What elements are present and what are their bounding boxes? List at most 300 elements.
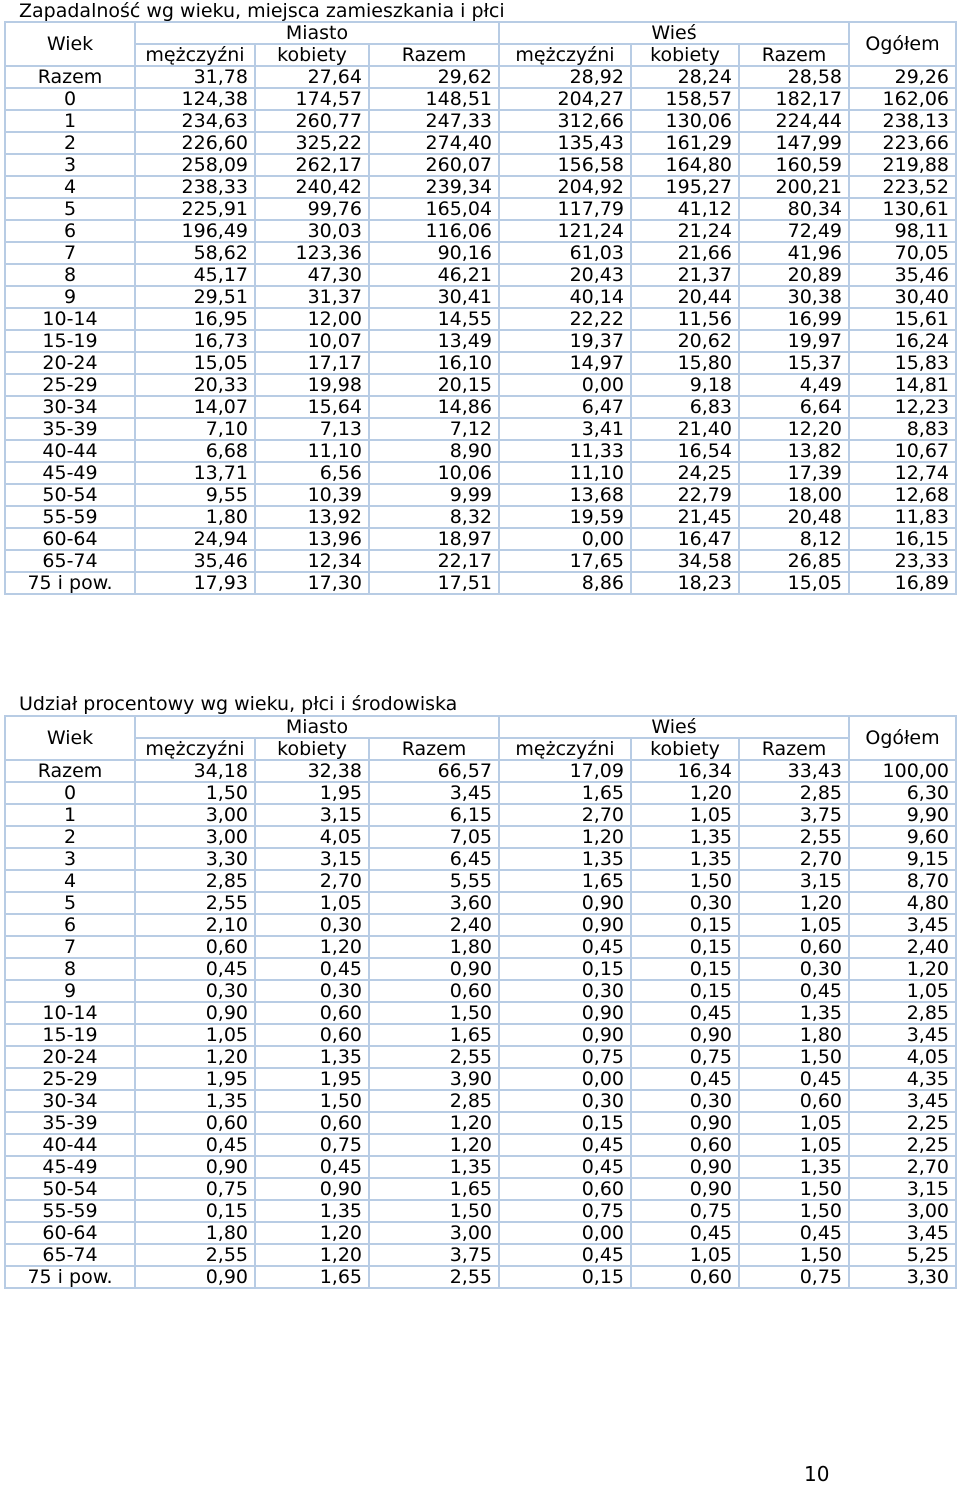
- table-cell: 30,38: [739, 286, 849, 308]
- table-cell: 28,24: [631, 66, 739, 88]
- table-cell: 17,65: [499, 550, 631, 572]
- table-cell: 11,83: [849, 506, 956, 528]
- table-cell: 2,40: [369, 914, 499, 936]
- table-cell: 3,00: [369, 1222, 499, 1244]
- table-cell: 7,05: [369, 826, 499, 848]
- table-cell: 2,55: [739, 826, 849, 848]
- table-cell: 15,64: [255, 396, 369, 418]
- table-cell: 32,38: [255, 760, 369, 782]
- table-cell: 0,45: [135, 1134, 255, 1156]
- row-label: 8: [5, 264, 135, 286]
- table-cell: 162,06: [849, 88, 956, 110]
- header-wies-mezczyzni: mężczyźni: [499, 44, 631, 66]
- row-label: 20-24: [5, 1046, 135, 1068]
- table-row: [5, 1112, 956, 1134]
- table-cell: 204,92: [499, 176, 631, 198]
- table-cell: 0,60: [631, 1134, 739, 1156]
- row-label: 6: [5, 220, 135, 242]
- table-cell: 29,51: [135, 286, 255, 308]
- table-cell: 99,76: [255, 198, 369, 220]
- table-row: [5, 1244, 956, 1266]
- table-cell: 66,57: [369, 760, 499, 782]
- table-cell: 12,34: [255, 550, 369, 572]
- table-cell: 0,30: [255, 980, 369, 1002]
- table-row: [5, 264, 956, 286]
- row-label: 75 i pow.: [5, 1266, 135, 1288]
- table-cell: 2,70: [849, 1156, 956, 1178]
- table-cell: 2,55: [369, 1046, 499, 1068]
- row-label: 35-39: [5, 1112, 135, 1134]
- table-cell: 1,20: [499, 826, 631, 848]
- header-miasto: Miasto: [135, 716, 499, 738]
- table-cell: 0,90: [255, 1178, 369, 1200]
- table-cell: 30,40: [849, 286, 956, 308]
- table-row: [5, 88, 956, 110]
- table-cell: 0,45: [499, 1156, 631, 1178]
- table-cell: 0,45: [135, 958, 255, 980]
- row-label: 50-54: [5, 484, 135, 506]
- table-cell: 21,45: [631, 506, 739, 528]
- table-row: [5, 958, 956, 980]
- table-cell: 16,47: [631, 528, 739, 550]
- header-ogolem: Ogółem: [849, 716, 956, 760]
- header-wies-kobiety: kobiety: [631, 738, 739, 760]
- header-wies: Wieś: [499, 716, 849, 738]
- table-cell: 70,05: [849, 242, 956, 264]
- table-cell: 8,70: [849, 870, 956, 892]
- row-label: 45-49: [5, 462, 135, 484]
- table-row: [5, 936, 956, 958]
- table2-title: Udział procentowy wg wieku, płci i środowiska: [19, 693, 458, 715]
- table-cell: 5,55: [369, 870, 499, 892]
- table-cell: 41,96: [739, 242, 849, 264]
- table-cell: 9,99: [369, 484, 499, 506]
- table-cell: 3,15: [255, 804, 369, 826]
- table-row: [5, 484, 956, 506]
- row-label: 40-44: [5, 440, 135, 462]
- table-cell: 1,65: [255, 1266, 369, 1288]
- table-cell: 8,83: [849, 418, 956, 440]
- table-cell: 0,60: [255, 1112, 369, 1134]
- table-cell: 14,97: [499, 352, 631, 374]
- header-miasto-mezczyzni: mężczyźni: [135, 44, 255, 66]
- row-label: 35-39: [5, 418, 135, 440]
- header-ogolem: Ogółem: [849, 22, 956, 66]
- row-label: 4: [5, 870, 135, 892]
- table-cell: 46,21: [369, 264, 499, 286]
- table-cell: 14,55: [369, 308, 499, 330]
- table-cell: 1,50: [369, 1002, 499, 1024]
- table-cell: 10,39: [255, 484, 369, 506]
- table-cell: 0,90: [499, 914, 631, 936]
- table-cell: 3,15: [849, 1178, 956, 1200]
- table-cell: 123,36: [255, 242, 369, 264]
- table-row: [5, 1222, 956, 1244]
- table-cell: 1,05: [739, 1134, 849, 1156]
- table-cell: 13,96: [255, 528, 369, 550]
- table-row: [5, 826, 956, 848]
- table-row: [5, 572, 956, 594]
- table-cell: 225,91: [135, 198, 255, 220]
- table-cell: 1,20: [631, 782, 739, 804]
- header-row-columns: [5, 44, 956, 66]
- row-label: 5: [5, 892, 135, 914]
- table-row: [5, 418, 956, 440]
- table-cell: 17,39: [739, 462, 849, 484]
- table-cell: 4,49: [739, 374, 849, 396]
- table-cell: 20,48: [739, 506, 849, 528]
- table-cell: 45,17: [135, 264, 255, 286]
- table-cell: 0,90: [499, 1002, 631, 1024]
- table-cell: 58,62: [135, 242, 255, 264]
- table-cell: 0,30: [255, 914, 369, 936]
- table-row: [5, 914, 956, 936]
- table-cell: 2,85: [369, 1090, 499, 1112]
- table-cell: 41,12: [631, 198, 739, 220]
- table-cell: 35,46: [849, 264, 956, 286]
- table-cell: 0,00: [499, 374, 631, 396]
- table-cell: 1,65: [369, 1178, 499, 1200]
- table-cell: 22,17: [369, 550, 499, 572]
- table-cell: 21,37: [631, 264, 739, 286]
- table-cell: 0,60: [631, 1266, 739, 1288]
- table-cell: 1,50: [369, 1200, 499, 1222]
- table-cell: 10,67: [849, 440, 956, 462]
- table-cell: 223,66: [849, 132, 956, 154]
- table-cell: 34,18: [135, 760, 255, 782]
- table-cell: 16,54: [631, 440, 739, 462]
- row-label: 9: [5, 980, 135, 1002]
- row-label: 30-34: [5, 1090, 135, 1112]
- table-cell: 4,05: [849, 1046, 956, 1068]
- table-cell: 1,05: [739, 1112, 849, 1134]
- table-row: [5, 848, 956, 870]
- table-cell: 1,80: [369, 936, 499, 958]
- table-cell: 1,20: [849, 958, 956, 980]
- table-cell: 200,21: [739, 176, 849, 198]
- row-label: 50-54: [5, 1178, 135, 1200]
- table-cell: 19,37: [499, 330, 631, 352]
- table-cell: 0,90: [135, 1002, 255, 1024]
- table-cell: 1,05: [631, 1244, 739, 1266]
- header-row-groups: [5, 22, 956, 44]
- table-cell: 0,60: [739, 936, 849, 958]
- header-miasto-kobiety: kobiety: [255, 44, 369, 66]
- table-cell: 35,46: [135, 550, 255, 572]
- table-cell: 0,90: [369, 958, 499, 980]
- table-cell: 1,20: [255, 1244, 369, 1266]
- table-cell: 182,17: [739, 88, 849, 110]
- table-cell: 1,80: [135, 1222, 255, 1244]
- row-label: 20-24: [5, 352, 135, 374]
- table-cell: 1,05: [739, 914, 849, 936]
- table-row: [5, 66, 956, 88]
- table-cell: 0,75: [499, 1200, 631, 1222]
- table-cell: 0,00: [499, 528, 631, 550]
- table-cell: 1,35: [739, 1156, 849, 1178]
- table-cell: 6,68: [135, 440, 255, 462]
- table-cell: 0,75: [255, 1134, 369, 1156]
- table-cell: 12,23: [849, 396, 956, 418]
- table-cell: 20,43: [499, 264, 631, 286]
- table-cell: 26,85: [739, 550, 849, 572]
- table-cell: 0,15: [499, 1112, 631, 1134]
- table-cell: 8,86: [499, 572, 631, 594]
- table-cell: 12,74: [849, 462, 956, 484]
- table-cell: 0,45: [499, 936, 631, 958]
- row-label: 2: [5, 132, 135, 154]
- table-cell: 1,20: [255, 936, 369, 958]
- table-cell: 80,34: [739, 198, 849, 220]
- table-cell: 30,03: [255, 220, 369, 242]
- table-cell: 0,60: [369, 980, 499, 1002]
- header-wiek: Wiek: [5, 22, 135, 66]
- table-cell: 0,75: [739, 1266, 849, 1288]
- row-label: 10-14: [5, 308, 135, 330]
- table-cell: 4,80: [849, 892, 956, 914]
- share-table: [4, 715, 957, 1289]
- table-cell: 98,11: [849, 220, 956, 242]
- table-cell: 1,35: [255, 1046, 369, 1068]
- table-cell: 27,64: [255, 66, 369, 88]
- table-cell: 0,60: [135, 936, 255, 958]
- header-row-columns: [5, 738, 956, 760]
- table-cell: 3,45: [849, 1024, 956, 1046]
- table-cell: 72,49: [739, 220, 849, 242]
- row-label: 55-59: [5, 506, 135, 528]
- table-row: [5, 286, 956, 308]
- header-wies-kobiety: kobiety: [631, 44, 739, 66]
- table-cell: 7,12: [369, 418, 499, 440]
- table-cell: 5,25: [849, 1244, 956, 1266]
- table-cell: 0,00: [499, 1068, 631, 1090]
- table-cell: 10,06: [369, 462, 499, 484]
- table-cell: 3,41: [499, 418, 631, 440]
- table-cell: 1,95: [255, 782, 369, 804]
- table-cell: 1,80: [739, 1024, 849, 1046]
- table-cell: 3,30: [135, 848, 255, 870]
- table-cell: 0,75: [631, 1200, 739, 1222]
- table-cell: 20,44: [631, 286, 739, 308]
- table-cell: 3,15: [739, 870, 849, 892]
- row-label: 8: [5, 958, 135, 980]
- row-label: 60-64: [5, 528, 135, 550]
- table-cell: 6,64: [739, 396, 849, 418]
- table-cell: 0,60: [739, 1090, 849, 1112]
- table-cell: 22,22: [499, 308, 631, 330]
- table-cell: 3,00: [849, 1200, 956, 1222]
- table-cell: 3,90: [369, 1068, 499, 1090]
- table-cell: 1,50: [631, 870, 739, 892]
- table-cell: 0,90: [631, 1178, 739, 1200]
- table-cell: 19,59: [499, 506, 631, 528]
- table-row: [5, 110, 956, 132]
- table-cell: 17,17: [255, 352, 369, 374]
- table-row: [5, 1134, 956, 1156]
- table-cell: 2,55: [369, 1266, 499, 1288]
- table-cell: 7,10: [135, 418, 255, 440]
- row-label: 15-19: [5, 1024, 135, 1046]
- table-cell: 0,45: [255, 958, 369, 980]
- table-cell: 21,66: [631, 242, 739, 264]
- row-label: Razem: [5, 760, 135, 782]
- table-cell: 12,20: [739, 418, 849, 440]
- table-cell: 174,57: [255, 88, 369, 110]
- table-cell: 8,90: [369, 440, 499, 462]
- table-cell: 156,58: [499, 154, 631, 176]
- table-cell: 0,15: [631, 914, 739, 936]
- table-cell: 325,22: [255, 132, 369, 154]
- table-cell: 10,07: [255, 330, 369, 352]
- table-cell: 61,03: [499, 242, 631, 264]
- table-cell: 223,52: [849, 176, 956, 198]
- table-cell: 130,61: [849, 198, 956, 220]
- table-cell: 40,14: [499, 286, 631, 308]
- table-cell: 1,50: [739, 1178, 849, 1200]
- table-cell: 16,15: [849, 528, 956, 550]
- table-cell: 20,89: [739, 264, 849, 286]
- table-cell: 9,90: [849, 804, 956, 826]
- table-cell: 3,00: [135, 826, 255, 848]
- table-cell: 16,95: [135, 308, 255, 330]
- table-row: [5, 892, 956, 914]
- table-cell: 14,81: [849, 374, 956, 396]
- table-row: [5, 462, 956, 484]
- table-cell: 18,97: [369, 528, 499, 550]
- table-cell: 31,37: [255, 286, 369, 308]
- table-cell: 29,26: [849, 66, 956, 88]
- table-row: [5, 374, 956, 396]
- table-cell: 1,35: [255, 1200, 369, 1222]
- table-cell: 1,35: [369, 1156, 499, 1178]
- row-label: Razem: [5, 66, 135, 88]
- table-cell: 0,90: [135, 1266, 255, 1288]
- table-row: [5, 506, 956, 528]
- table-cell: 22,79: [631, 484, 739, 506]
- table-cell: 1,05: [255, 892, 369, 914]
- table-row: [5, 1090, 956, 1112]
- table-cell: 0,90: [631, 1112, 739, 1134]
- table-cell: 13,71: [135, 462, 255, 484]
- table-cell: 0,30: [499, 980, 631, 1002]
- table-row: [5, 980, 956, 1002]
- table-cell: 8,12: [739, 528, 849, 550]
- table-cell: 130,06: [631, 110, 739, 132]
- table-cell: 6,30: [849, 782, 956, 804]
- table-cell: 3,75: [739, 804, 849, 826]
- table-cell: 4,35: [849, 1068, 956, 1090]
- table-cell: 9,15: [849, 848, 956, 870]
- table-row: [5, 132, 956, 154]
- table-cell: 14,86: [369, 396, 499, 418]
- table-cell: 0,30: [631, 1090, 739, 1112]
- table-cell: 239,34: [369, 176, 499, 198]
- table-cell: 262,17: [255, 154, 369, 176]
- table-cell: 0,45: [631, 1002, 739, 1024]
- table-cell: 0,90: [499, 892, 631, 914]
- header-miasto: Miasto: [135, 22, 499, 44]
- table-cell: 18,00: [739, 484, 849, 506]
- table-cell: 121,24: [499, 220, 631, 242]
- table-cell: 28,58: [739, 66, 849, 88]
- table-cell: 47,30: [255, 264, 369, 286]
- table-cell: 1,20: [369, 1134, 499, 1156]
- table-cell: 16,24: [849, 330, 956, 352]
- table-row: [5, 1046, 956, 1068]
- table-row: [5, 550, 956, 572]
- table-cell: 0,45: [631, 1222, 739, 1244]
- table-cell: 3,45: [849, 914, 956, 936]
- page-number: 10: [804, 1462, 830, 1486]
- table-cell: 20,15: [369, 374, 499, 396]
- table-cell: 1,95: [135, 1068, 255, 1090]
- table-cell: 3,15: [255, 848, 369, 870]
- table-cell: 31,78: [135, 66, 255, 88]
- table-cell: 158,57: [631, 88, 739, 110]
- table-cell: 0,00: [499, 1222, 631, 1244]
- table-cell: 2,85: [135, 870, 255, 892]
- table-cell: 11,10: [499, 462, 631, 484]
- table-cell: 20,33: [135, 374, 255, 396]
- table-cell: 11,10: [255, 440, 369, 462]
- table-row: [5, 440, 956, 462]
- table-row: [5, 528, 956, 550]
- table-cell: 15,05: [135, 352, 255, 374]
- table-row: [5, 870, 956, 892]
- table-cell: 17,09: [499, 760, 631, 782]
- table-cell: 219,88: [849, 154, 956, 176]
- header-miasto-razem: Razem: [369, 738, 499, 760]
- row-label: 7: [5, 936, 135, 958]
- table-cell: 0,90: [631, 1156, 739, 1178]
- table-cell: 195,27: [631, 176, 739, 198]
- table-cell: 2,55: [135, 1244, 255, 1266]
- table-row: [5, 242, 956, 264]
- table-cell: 1,50: [255, 1090, 369, 1112]
- table-cell: 0,45: [739, 1068, 849, 1090]
- row-label: 45-49: [5, 1156, 135, 1178]
- table-cell: 100,00: [849, 760, 956, 782]
- table-cell: 1,05: [631, 804, 739, 826]
- table-row: [5, 782, 956, 804]
- table-cell: 0,15: [499, 958, 631, 980]
- table-cell: 3,45: [369, 782, 499, 804]
- table-cell: 90,16: [369, 242, 499, 264]
- table-cell: 240,42: [255, 176, 369, 198]
- table-cell: 1,50: [739, 1200, 849, 1222]
- table-cell: 1,65: [499, 870, 631, 892]
- table-cell: 2,85: [849, 1002, 956, 1024]
- table-cell: 34,58: [631, 550, 739, 572]
- table-cell: 6,47: [499, 396, 631, 418]
- header-miasto-kobiety: kobiety: [255, 738, 369, 760]
- table-cell: 260,77: [255, 110, 369, 132]
- table-cell: 15,05: [739, 572, 849, 594]
- table-cell: 148,51: [369, 88, 499, 110]
- table-cell: 3,60: [369, 892, 499, 914]
- table-cell: 9,60: [849, 826, 956, 848]
- table-cell: 1,35: [499, 848, 631, 870]
- table-cell: 0,15: [631, 936, 739, 958]
- table-cell: 4,05: [255, 826, 369, 848]
- table-cell: 3,45: [849, 1222, 956, 1244]
- table-cell: 3,30: [849, 1266, 956, 1288]
- table-cell: 2,40: [849, 936, 956, 958]
- table-row: [5, 1178, 956, 1200]
- table-cell: 28,92: [499, 66, 631, 88]
- table-cell: 3,45: [849, 1090, 956, 1112]
- table-cell: 0,45: [739, 980, 849, 1002]
